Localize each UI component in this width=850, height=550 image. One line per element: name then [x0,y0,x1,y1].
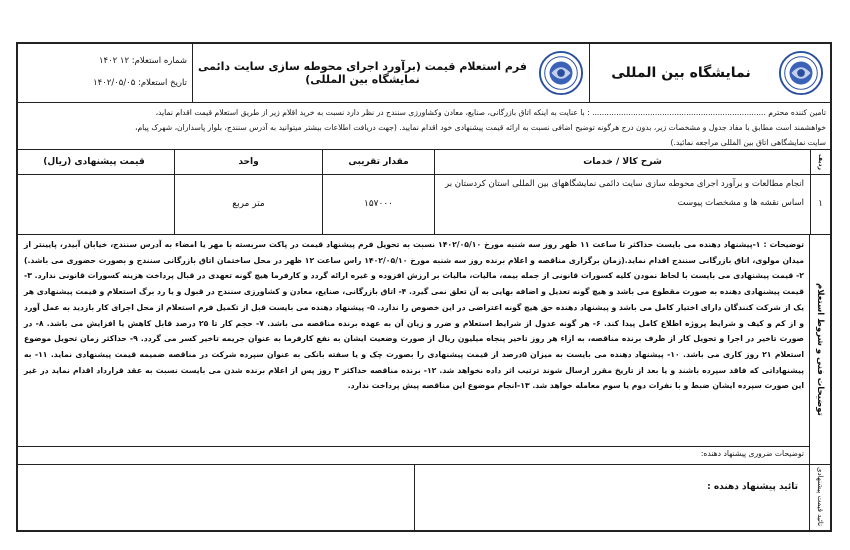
form-frame [16,42,832,532]
bidder-notes-field[interactable] [18,446,810,464]
header-unit: واحد [174,150,322,174]
chamber-logo-icon [538,50,584,96]
header-index: ردیف [810,150,830,174]
form-header [18,44,830,103]
approval-label: تائید پیشنهاد دهنده : [707,482,798,492]
table-row [18,174,830,235]
inquiry-number: شماره استعلام: ۱۲ ۱۴۰۲ [98,56,187,66]
org-title: نمایشگاه بین المللی [611,65,751,81]
approval-label-cell [414,464,810,530]
form-title-cell [192,44,590,102]
form-title: فرم استعلام قیمت (برآورد اجرای محوطه سازی سایت دائمی نمایشگاه بین المللی) [198,60,527,86]
table-header [18,150,830,175]
notes-text: توضیحات : ۱-پیشنهاد دهنده می بایست حداکثر تا ساعت ۱۱ ظهر روز سه شنبه مورخ ۱۴۰۲/۰۵/۱۰ نسبت به تحویل فرم پیشنهاد قیمت در پاکت سربسته با مهر یا امضاء به آدرس سنندج، خیابان آبیدر، پایینتر از میدان مولوی، اتاق بازرگانی سنندج اقدام نماید.(زمان برگزاری مناقصه و اعلام برنده روز سه شنبه مورخ ۱۴۰۲/۰۵/۱۰ راس ساعت ۱۲ ظهر در محل ساختمان اتاق بازرگانی سنندج و بصورت حضوری می باشد.) ۲- قیمت پیشنهادی می بایست با لحاظ نمودن کلیه کسورات قانونی از جمله بیمه، مالیات، مالیات بر ارزش افزوده و غیره ارائه گردد و کارفرما هیچ گونه تعهدی در قبال پرداخت هزینه کسورات قانونی ندارد. ۳- قیمت پیشنهادی دهنده به صورت مقطوع می باشد و هیچ گونه تعدیل و اضافه بهایی به آن تعلق نمی گیرد. ۴- اتاق بازرگانی، صنایع، معادن و کشاورزی سنندج در قبول و یا رد برگ استعلام و قیمت پیشنهادی هر یک از شرکت کنندگان دارای اختیار کامل می باشد و پیشنهاد دهنده حق هیچ گونه اعتراضی در این خصوص را ندارد. ۵- پیشنهاد دهنده می بایست قبل از تکمیل فرم استعلام از محل اجرای کار بازدید به عمل آورد و از کم و کیف و شرایط پروژه اطلاع کامل پیدا کند. ۶- هر گونه عدول از شرایط استعلام و ضرر و زیان آن به عهده برنده مناقصه می باشد. ۷- حجم کار تا ۲۵ درصد قابل کاهش یا افزایش می باشد. ۸- در صورت تاخیر در اجرا و تحویل کار از طرف برنده مناقصه، به ازاء هر روز تاخیر پنجاه میلیون ریال از صورت وضعیت ایشان به نفع کارفرما به عنوان جریمه تاخیر کسر می گردد. ۹- حداکثر زمان تحویل موضوع استعلام ۲۱ روز کاری می باشد. ۱۰- پیشنهاد دهنده می بایست به میزان ۵درصد از قیمت پیشنهادی را بصورت چک و یا سفته بانکی به عنوان سپرده شرکت در مناقصه ضمیمه قیمت پیشنهادی نماید. ۱۱- به پیشنهاداتی که فاقد سپرده باشند و یا بعد از تاریخ مقرر ارسال شوند ترتیب اثر داده نخواهد شد. ۱۲- برنده مناقصه حداکثر ۳ روز پس از اعلام برنده شدن می بایست نسبت به عقد قرارداد اقدام نماید در غیر این صورت سپرده ایشان ضبط و با نفرات دوم یا سوم معامله خواهد شد. ۱۳-انجام موضوع این مناقصه پیش پرداخت ندارد. [24,240,804,391]
intro-paragraph [18,102,830,150]
notes-side-title: توضیحات فنی و شروط استعلام [815,282,825,416]
chamber-logo-icon [778,50,824,96]
row-description-cell [434,174,810,234]
header-quantity: مقدار تقریبی [322,150,434,174]
header-description: شرح کالا / خدمات [434,150,810,174]
row-description: انجام مطالعات و برآورد اجرای محوطه سازی سایت دائمی نمایشگاههای بین المللی استان کردستان بر اساس نقشه ها و مشخصات پیوست [445,179,804,208]
intro-line: خواهشمند است مطابق با مفاد جدول و مشخصات زیر، بدون درج هرگونه توضیح اضافی نسبت به ارائه قیمت پیشنهادی خود اقدام نمایید. (جهت دریافت اطلاعات بیشتر میتوانید به آدرس سنندج، بلوار پاسداران، شهرک پیام، [135,123,826,132]
approval-side-label [809,464,830,530]
intro-line: تامین کننده محترم ........................................................................ : با عنایت به اینکه اتاق بازرگانی، صنایع، معادن وکشاورزی سنندج در نظر دارد نسبت به خرید اقلام زیر از طریق استعلام قیمت اقدام نماید، [155,108,826,117]
meta-cell [18,44,195,102]
inquiry-date: تاریخ استعلام: ۱۴۰۲/۰۵/۰۵ [93,78,187,88]
notes-side-label [809,234,830,464]
header-price: قیمت پیشنهادی (ریال) [43,157,145,167]
intro-line: سایت نمایشگاهی اتاق بین المللی مراجعه نمائید.) [670,138,826,147]
bidder-notes-label: توضیحات ضروری پیشنهاد دهنده: [700,449,804,458]
approval-section [18,464,830,530]
row-index: ۱ [810,174,830,234]
approval-side-title: تائید قیمت پیشنهادی [816,467,824,527]
row-quantity: ۱۵۷۰۰۰ [322,174,434,234]
row-unit: متر مربع [174,174,322,234]
org-cell [589,44,830,102]
notes-section [18,234,830,465]
signature-area[interactable] [18,464,414,530]
row-price-field[interactable] [14,174,174,234]
